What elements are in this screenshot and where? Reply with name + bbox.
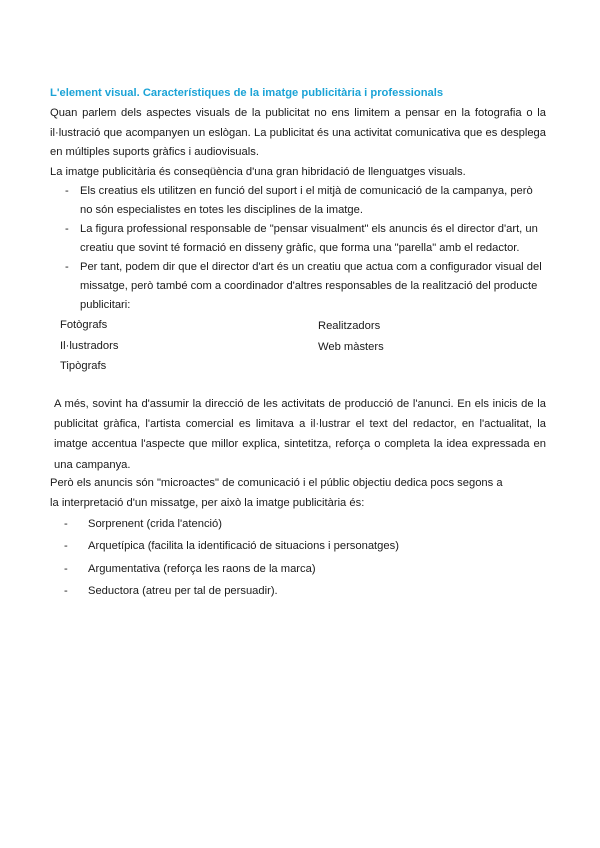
dash-marker: - (64, 540, 68, 553)
roles-right-column (318, 316, 384, 357)
quality-item-text: Arquetípica (facilita la identificació de situacions i personatges) (88, 540, 399, 553)
section-heading: L'element visual. Característiques de la imatge publicitària i professionals (50, 87, 444, 99)
role-item: Fotògrafs (60, 319, 108, 331)
role-item: Il·lustradors (60, 339, 119, 352)
quality-item (62, 580, 399, 602)
dash-marker: - (65, 261, 69, 273)
roles-left-column (60, 315, 118, 377)
dash-item-text: Els creatius els utilitzen en funció del suport i el mitjà de comunicació de la campanya, però no són especialistes en totes les disciplines de la imatge. (80, 185, 533, 216)
role-item: Tipògrafs (60, 360, 107, 372)
dash-list-item (60, 258, 546, 315)
paragraph-microacts (50, 474, 546, 513)
role-item: Realitzadors (318, 320, 381, 332)
dash-list (60, 182, 546, 315)
quality-item-text: Sorprenent (crida l'atenció) (88, 518, 222, 530)
paragraph-line: la interpretació d'un missatge, per això la imatge publicitària és: (50, 496, 365, 509)
quality-item (62, 535, 399, 557)
quality-item (62, 558, 399, 580)
paragraph-intro: Quan parlem dels aspectes visuals de la publicitat no ens limitem a pensar en la fotografia o la il·lustració que acompanyen un eslògan. La publicitat és una activitat comunicativa que es desplega en múltiples suports gràfics i audiovisuals. (50, 107, 546, 159)
dash-item-text: La figura professional responsable de "pensar visualment" els anuncis és el director d'art, un creatiu que sovint té formació en disseny gràfic, que forma una "parella" amb el redactor. (80, 223, 538, 254)
dash-marker: - (65, 185, 69, 197)
dash-marker: - (65, 223, 69, 235)
dash-item-text: Per tant, podem dir que el director d'art és un creatiu que actua com a configurador visual del missatge, però també com a coordinador d'altres responsables de la realització del producte publicitari: (80, 261, 542, 311)
dash-list-item (60, 182, 546, 220)
paragraph-hybridization: La imatge publicitària és conseqüència d'una gran hibridació de llenguatges visuals. (50, 166, 466, 178)
quality-item (62, 513, 399, 535)
dash-list-item (60, 220, 546, 258)
image-qualities-list (62, 513, 399, 603)
paragraph-production: A més, sovint ha d'assumir la direcció de les activitats de producció de l'anunci. En els inicis de la publicitat gràfica, l'artista comercial es limitava a il·lustrar el text del redactor, en l'actualitat, la imatge accentua l'aspecte que millor explica, sintetitza, reforça o completa la idea expressada en una campanya. (54, 398, 546, 471)
role-item: Web màsters (318, 340, 384, 353)
paragraph-line: Però els anuncis són "microactes" de comunicació i el públic objectiu dedica pocs segons a (50, 477, 503, 489)
quality-item-text: Argumentativa (reforça les raons de la marca) (88, 562, 316, 575)
dash-marker: - (64, 518, 68, 530)
dash-marker: - (64, 562, 68, 575)
dash-marker: - (64, 585, 68, 598)
quality-item-text: Seductora (atreu per tal de persuadir). (88, 585, 278, 598)
